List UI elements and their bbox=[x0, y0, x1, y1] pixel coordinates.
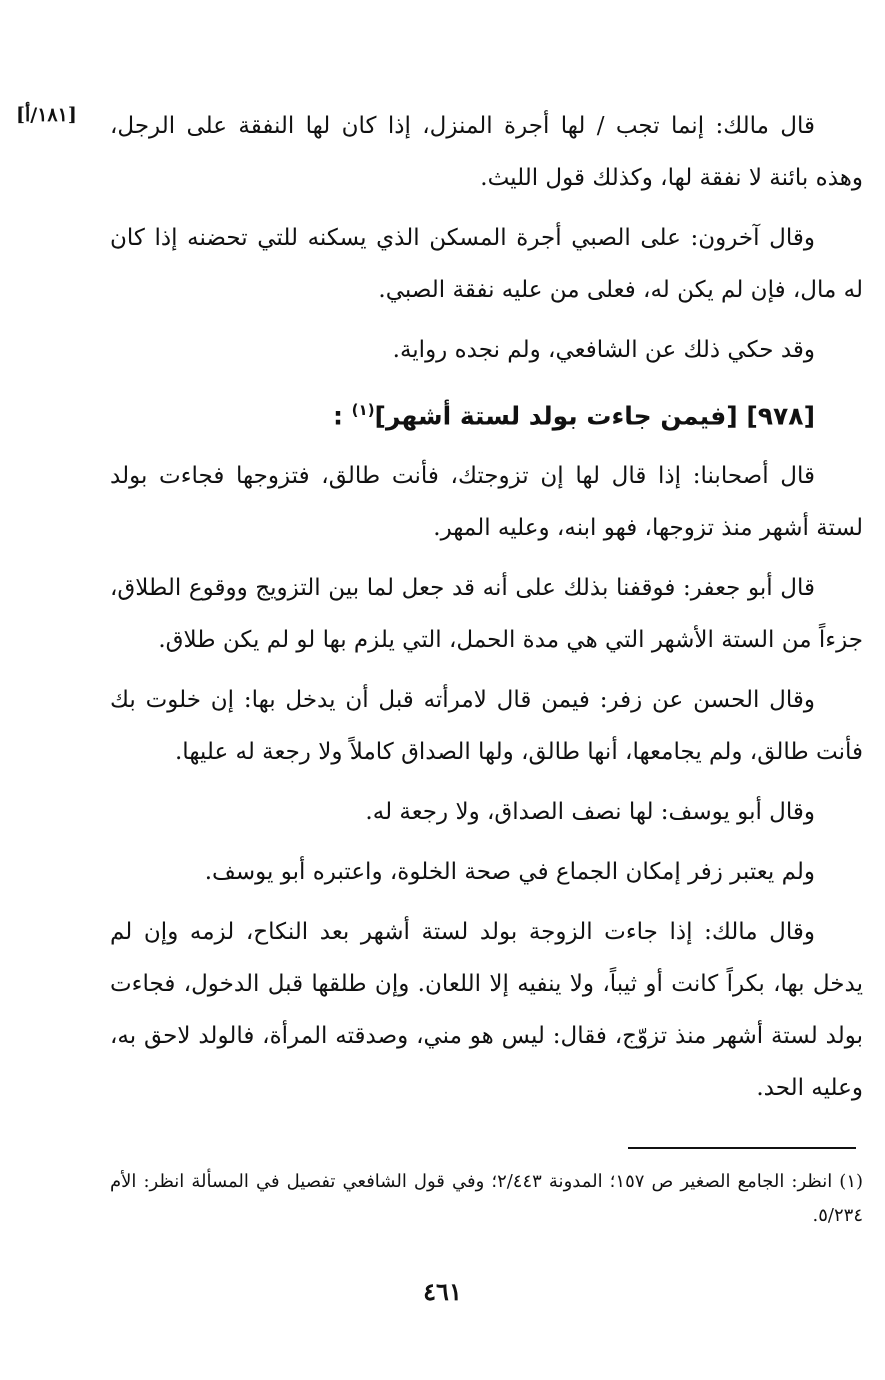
paragraph: وقال مالك: إذا جاءت الزوجة بولد لستة أشهر بعد النكاح، لزمه وإن لم يدخل بها، بكراً كانت أو ثيباً، ولا ينفيه إلا اللعان. وإن طلقها قبل الدخول، فجاءت بولد لستة أشهر منذ تزوّج، فقال: ليس هو مني، وصدقته المرأة، فالولد لاحق به، وعليه الحد. bbox=[110, 919, 863, 1102]
heading-colon: : bbox=[332, 401, 343, 431]
paragraph: وقال آخرون: على الصبي أجرة المسكن الذي يسكنه للتي تحضنه إذا كان له مال، فإن لم يكن له، فعلى من عليه نفقة الصبي. bbox=[110, 225, 863, 303]
paragraph: قال أبو جعفر: فوقفنا بذلك على أنه قد جعل لما بين التزويج ووقوع الطلاق، جزءاً من الستة الأشهر التي هي مدة الحمل، التي يلزم بها لو لم يكن طلاق. bbox=[110, 575, 863, 654]
heading-text: [٩٧٨] [فيمن جاءت بولد لستة أشهر] bbox=[374, 401, 815, 431]
footnote-separator bbox=[628, 1147, 856, 1149]
paragraph: قال مالك: إنما تجب / لها أجرة المنزل، إذا كان لها النفقة على الرجل، وهذه بائنة لا نفقة لها، وكذلك قول الليث. bbox=[110, 113, 863, 191]
paragraph: وقال الحسن عن زفر: فيمن قال لامرأته قبل أن يدخل بها: إن خلوت بك فأنت طالق، ولم يجامعها، أنها طالق، ولها الصداق كاملاً ولا رجعة له عليها. bbox=[110, 687, 863, 766]
main-text bbox=[110, 100, 863, 1122]
footnote: (١) انظر: الجامع الصغير ص ١٥٧؛ المدونة ٢/٤٤٣؛ وفي قول الشافعي تفصيل في المسألة انظر: الأم ٥/٢٣٤. bbox=[110, 1171, 864, 1226]
paragraph: ولم يعتبر زفر إمكان الجماع في صحة الخلوة، واعتبره أبو يوسف. bbox=[204, 859, 815, 886]
section-heading bbox=[110, 384, 863, 442]
page-number: ٤٦١ bbox=[423, 1277, 462, 1306]
footnote-marker: (١) bbox=[351, 401, 375, 419]
paragraph: وقد حكي ذلك عن الشافعي، ولم نجده رواية. bbox=[392, 337, 815, 363]
paragraph: قال أصحابنا: إذا قال لها إن تزوجتك، فأنت طالق، فتزوجها فجاءت بولد لستة أشهر منذ تزوجها، فهو ابنه، وعليه المهر. bbox=[110, 463, 863, 542]
manuscript-folio-reference: [١٨١/أ] bbox=[16, 104, 77, 126]
paragraph: وقال أبو يوسف: لها نصف الصداق، ولا رجعة له. bbox=[365, 799, 815, 826]
